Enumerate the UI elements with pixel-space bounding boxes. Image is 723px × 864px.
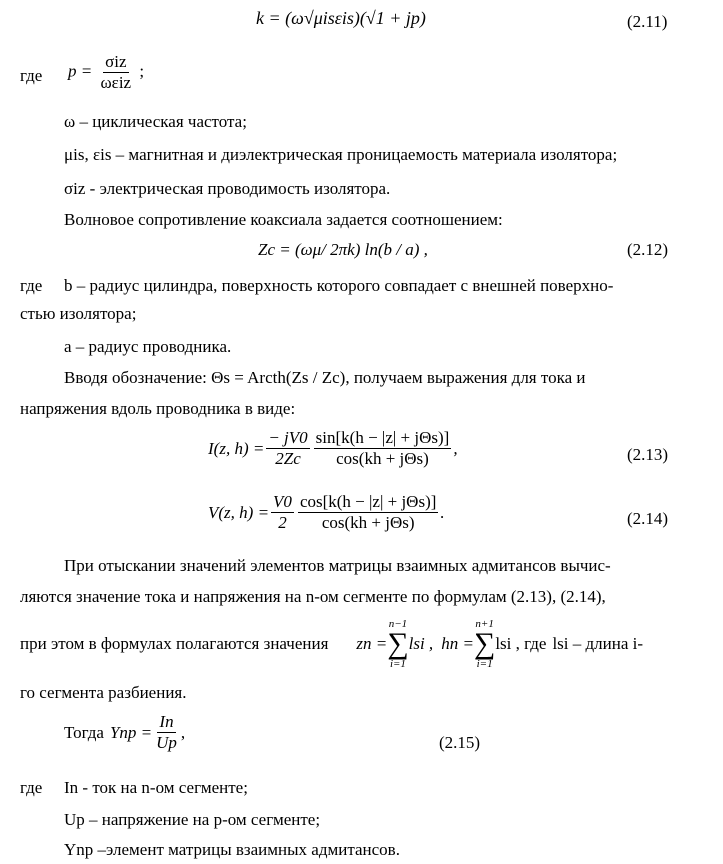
equation-lhs: I(z, h) = (208, 438, 265, 458)
equation-tail: , (453, 438, 458, 458)
paragraph-search-line4: го сегмента разбиения. (20, 683, 187, 702)
definition-omega: ω – циклическая частота; (64, 112, 247, 131)
numerator: − jV0 (268, 428, 308, 447)
paragraph-intro-line2: напряжения вдоль проводника в виде: (20, 399, 296, 418)
equation-number-2-11: (2.11) (627, 12, 668, 31)
sum-icon: n+1 ∑ i=1 (473, 618, 496, 670)
where-label: где (20, 778, 43, 797)
equation-2-11 (256, 8, 426, 29)
definition-a: a – радиус проводника. (64, 337, 232, 356)
p-tail: ; (139, 61, 145, 81)
definition-ynp: Ynp –элемент матрицы взаимных адмитансов. (64, 840, 400, 859)
equation-number-2-15: (2.15) (439, 733, 481, 752)
numerator: V0 (273, 492, 292, 511)
equation-fraction-1 (271, 492, 294, 533)
denominator: cos(kh + jΘs) (336, 449, 429, 468)
denominator: Up (156, 733, 177, 752)
equation-2-13 (208, 428, 458, 469)
paragraph-search-line1: При отыскании значений элементов матрицы взаимных адмитансов вычис- (64, 556, 611, 575)
equation-number-2-13: (2.13) (627, 445, 669, 464)
numerator: In (159, 712, 174, 731)
p-numerator: σiz (105, 52, 127, 71)
paragraph-wave-impedance: Волновое сопротивление коаксиала задается соотношением: (64, 210, 503, 229)
definition-up: Up – напряжение на p-ом сегменте; (64, 810, 321, 829)
paragraph-search-line2: ляются значение тока и напряжения на n-ом сегменте по формулам (2.13), (2.14), (20, 587, 606, 606)
p-definition (68, 52, 144, 93)
equation-lhs: V(z, h) = (208, 502, 270, 522)
paragraph-search-line3 (20, 616, 643, 672)
equation-tail: , (180, 722, 186, 742)
equation-2-12 (258, 240, 428, 260)
hn-lhs: hn = (441, 634, 474, 653)
zn-lhs: zn = (356, 634, 388, 653)
definition-in: In - ток на n-ом сегменте; (64, 778, 248, 797)
p-lhs: p = (68, 61, 93, 81)
sum-upper: n+1 (475, 618, 494, 630)
definition-b: b – радиус цилиндра, поверхность которого совпадает с внешней поверхно- (64, 276, 614, 295)
equation-2-14 (208, 492, 445, 533)
sum-lower: i=1 (389, 658, 406, 670)
denominator: cos(kh + jΘs) (321, 513, 415, 532)
numerator: cos[k(h − |z| + jΘs)] (299, 492, 437, 511)
equation-fraction-2 (314, 428, 452, 469)
equation-number-2-12: (2.12) (627, 240, 669, 259)
equation-lhs: Ynp = (109, 722, 153, 742)
definition-sigma: σiz - электрическая проводимость изолятора. (64, 179, 391, 198)
equation-prefix: Тогда (64, 722, 104, 742)
p-fraction (98, 52, 133, 93)
equation-fraction (154, 712, 179, 753)
equation-formula: Zc = (ωμ/ 2πk) ln(b / a) , (258, 240, 428, 259)
where-label: где (20, 276, 43, 295)
sum-icon: n−1 ∑ i=1 (387, 618, 409, 670)
sum-lower: i=1 (476, 658, 493, 670)
equation-tail: . (440, 502, 445, 522)
equation-formula: k = (ω√μisεis)(√1 + jp) (256, 8, 426, 28)
definition-mu-eps: μis, εis – магнитная и диэлектрическая проницаемость материала изолятора; (64, 145, 618, 164)
text-fragment: при этом в формулах полагаются значения (20, 634, 329, 653)
where-label: где (20, 66, 43, 85)
definition-b-continued: стью изолятора; (20, 304, 137, 323)
equation-fraction-2 (298, 492, 438, 533)
sum-term: lsi , где (495, 634, 547, 653)
equation-fraction-1 (266, 428, 309, 469)
numerator: sin[k(h − |z| + jΘs)] (315, 428, 450, 447)
denominator: 2Zc (275, 449, 301, 468)
equation-2-15 (64, 712, 185, 753)
equation-number-2-14: (2.14) (627, 509, 669, 528)
sum-term: lsi , (408, 634, 434, 653)
sum-upper: n−1 (388, 618, 408, 630)
paragraph-intro-line1: Вводя обозначение: Θs = Arcth(Zs / Zc), получаем выражения для тока и (64, 368, 586, 387)
denominator: 2 (278, 513, 287, 532)
p-denominator: ωεiz (100, 73, 132, 92)
text-fragment: lsi – длина i- (552, 634, 644, 653)
